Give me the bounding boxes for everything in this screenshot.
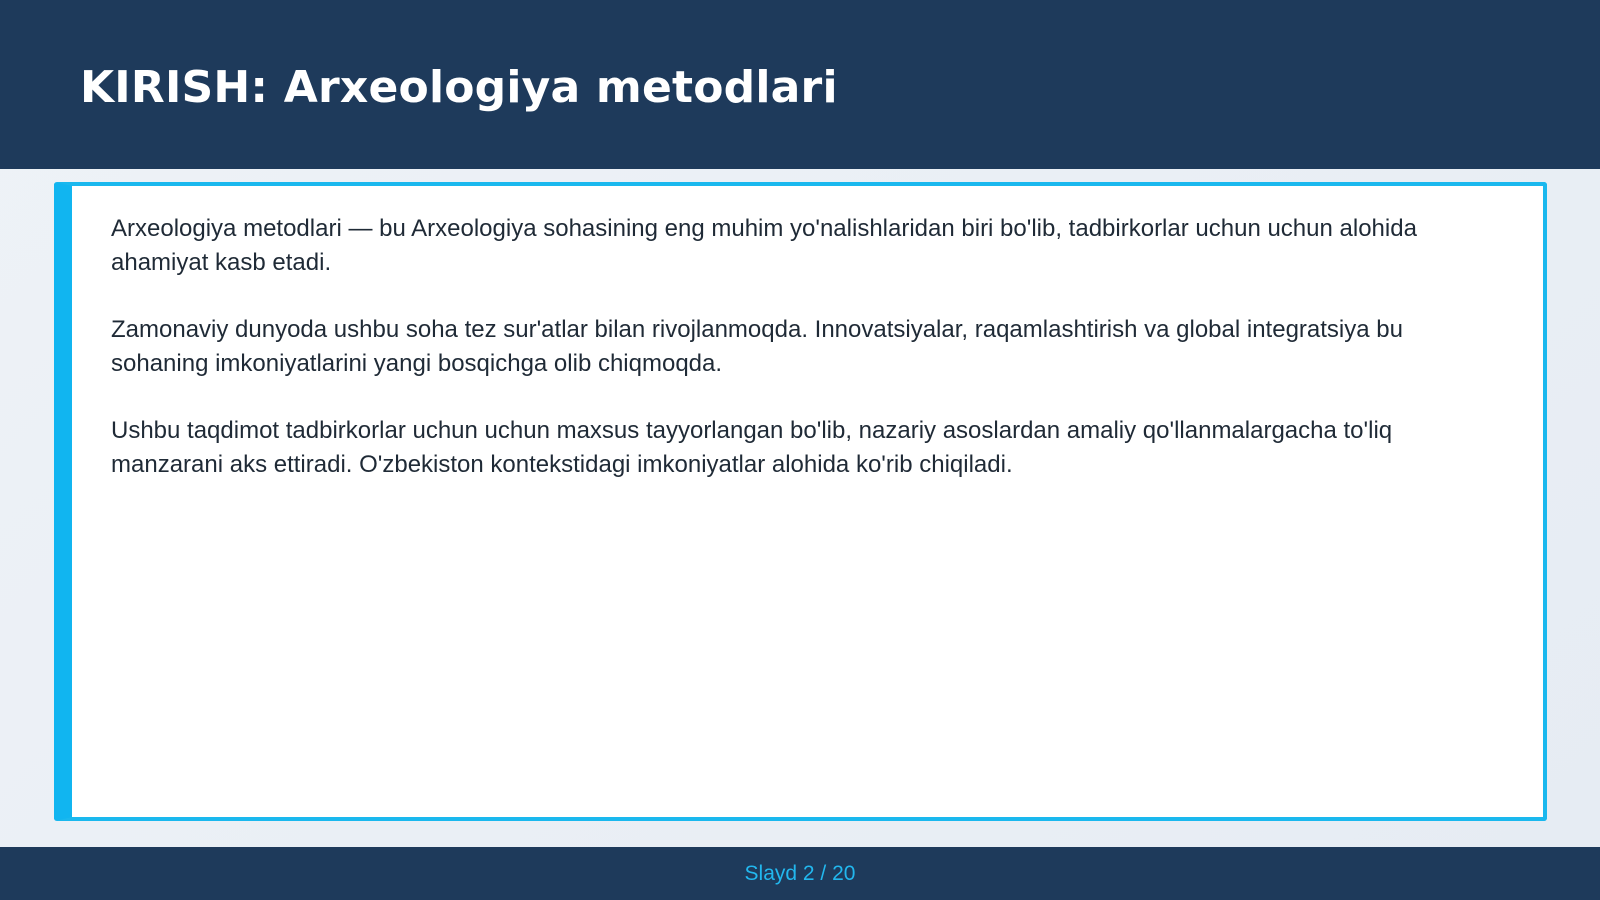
slide-footer [0, 847, 1600, 900]
slide-title: KIRISH: Arxeologiya metodlari [80, 62, 838, 113]
paragraph-modern-world: Zamonaviy dunyoda ushbu soha tez sur'atlar bilan rivojlanmoqda. Innovatsiyalar, raqamlashtirish va global integratsiya bu sohaning imkoniyatlarini yangi bosqichga olib chiqmoqda. [111, 316, 1403, 377]
content-body [111, 212, 1491, 515]
paragraph-intro: Arxeologiya metodlari — bu Arxeologiya sohasining eng muhim yo'nalishlaridan biri bo'lib, tadbirkorlar uchun uchun alohida ahamiyat kasb etadi. [111, 215, 1417, 276]
slide-number: Slayd 2 / 20 [744, 862, 856, 885]
paragraph-presentation-purpose: Ushbu taqdimot tadbirkorlar uchun uchun maxsus tayyorlangan bo'lib, nazariy asoslardan amaliy qo'llanmalargacha to'liq manzarani aks ettiradi. O'zbekiston kontekstidagi imkoniyatlar alohida ko'rib chiqiladi. [111, 417, 1393, 478]
slide-header [0, 0, 1600, 169]
